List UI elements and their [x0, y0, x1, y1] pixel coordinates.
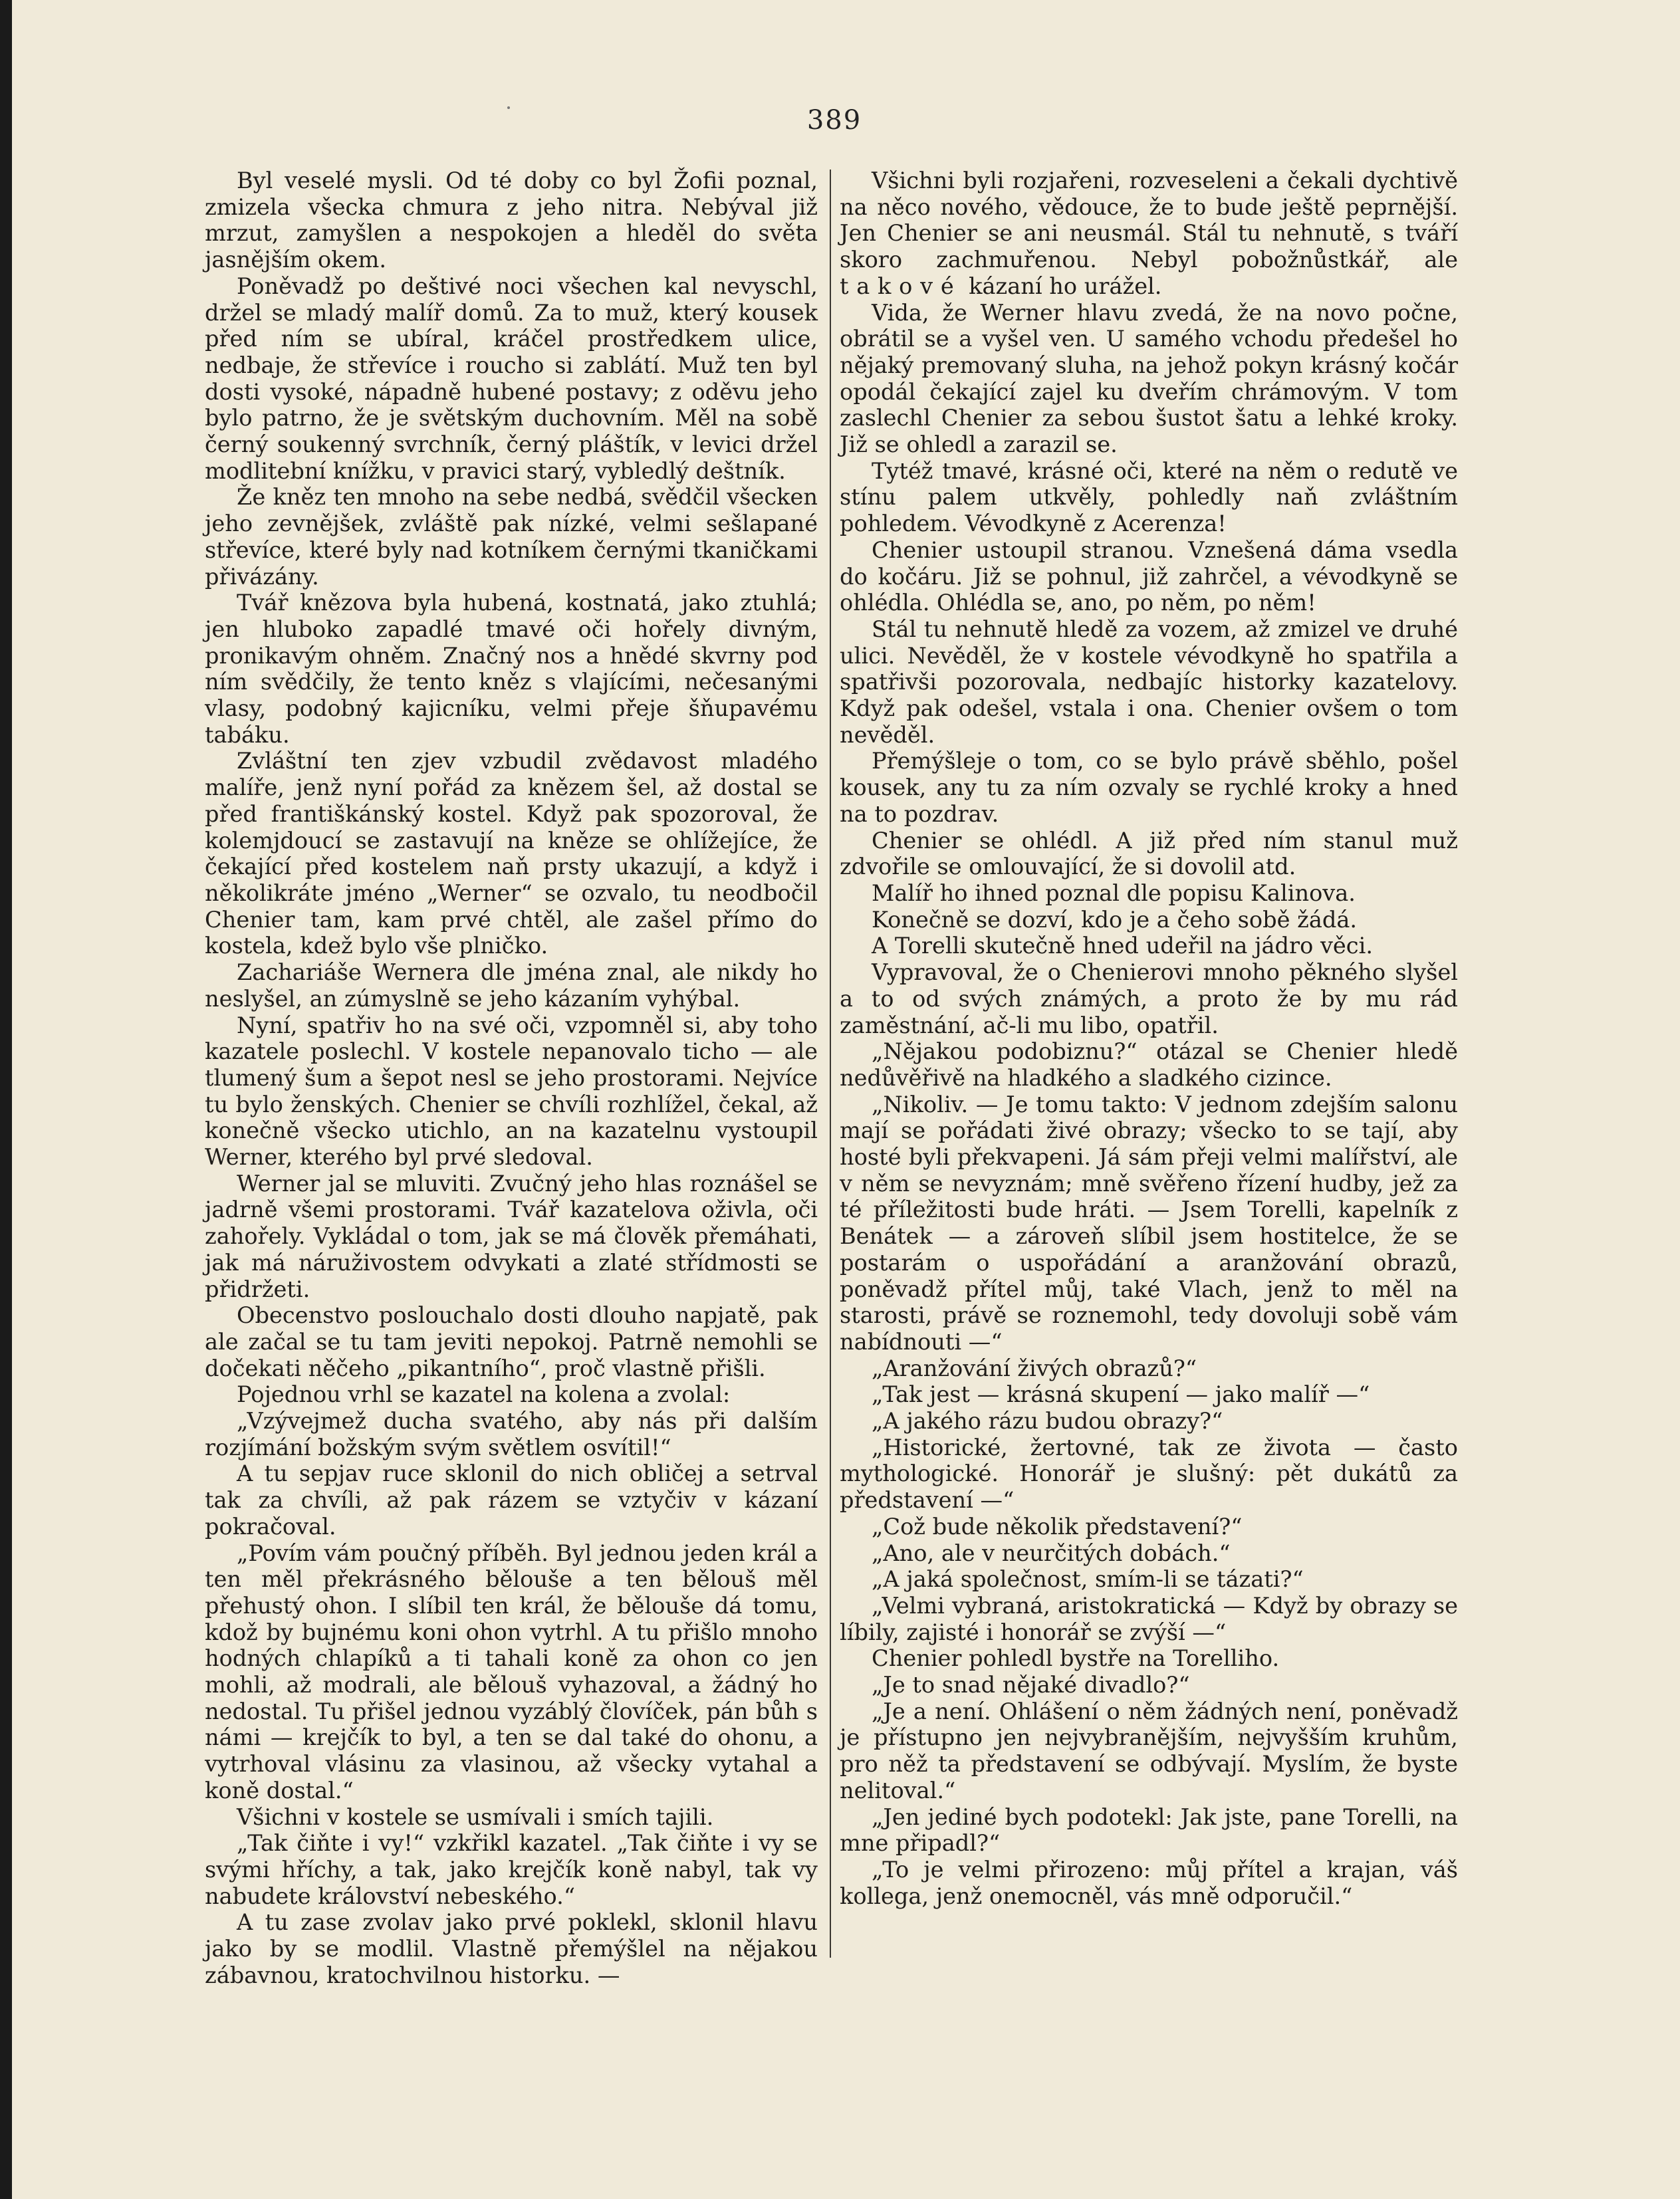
column-divider: [830, 170, 831, 1958]
page-number: 389: [806, 105, 862, 136]
paragraph: Vypravoval, že o Chenierovi mnoho pěkného slyšel a to od svých známých, a proto že by mu rád zaměstnání, ač-li mu libo, opatřil.: [840, 959, 1458, 1038]
paragraph: Konečně se dozví, kdo je a čeho sobě žádá.: [872, 906, 1358, 933]
print-speck: [507, 106, 510, 109]
paragraph: Všichni v kostele se usmívali i smích tajili.: [237, 1803, 714, 1830]
paragraph: Tvář knězova byla hubená, kostnatá, jako ztuhlá; jen hluboko zapadlé tmavé oči hořely divným, pronikavým ohněm. Značný nos a hnědé skvrny pod ním svědčily, že tento kněz s vlajícími, nečesanými vlasy, podobný kajicníku, velmi přeje šňupavému tabáku.: [205, 590, 818, 748]
spaced-emphasis: takové: [840, 273, 962, 299]
paragraph: Obecenstvo poslouchalo dosti dlouho napjatě, pak ale začal se tu tam jeviti nepokoj. Patrně nemohli se dočekati něčeho „pikantního“, proč vlastně přišli.: [205, 1302, 818, 1381]
paragraph-text: Všichni byli rozjařeni, rozveseleni a čekali dychtivě na něco nového, vědouce, že to bude ještě peprnější. Jen Chenier se ani neusmál. Stál tu nehnutě, s tváří skoro zachmuřenou. Nebyl pobožnůstkář, ale: [840, 168, 1458, 273]
paragraph: „Je to snad nějaké divadlo?“: [872, 1672, 1190, 1698]
paragraph: „Je a není. Ohlášení o něm žádných není, poněvadž je přístupno jen nejvybranějším, nejvyšším kruhům, pro něž ta představení se odbývají. Myslím, že byste nelitoval.“: [840, 1698, 1458, 1803]
right-column: [840, 168, 1458, 1909]
paragraph: „Což bude několik představení?“: [872, 1513, 1243, 1540]
left-column: [205, 168, 818, 1989]
paragraph: Chenier ustoupil stranou. Vznešená dáma vsedla do kočáru. Již se pohnul, již zahrčel, a vévodkyně se ohlédla. Ohlédla se, ano, po něm, po něm!: [840, 536, 1458, 616]
paragraph: Poněvadž po deštivé noci všechen kal nevyschl, držel se mladý malíř domů. Za to muž, který kousek před ním se ubíral, kráčel prostředkem ulice, nedbaje, že střevíce i roucho si zablátí. Muž ten byl dosti vysoké, nápadně hubené postavy; z oděvu jeho bylo patrno, že je světským duchovním. Měl na sobě černý soukenný svrchník, černý pláštík, v levici držel modlitební knížku, v pravici starý, vybledlý deštník.: [205, 273, 818, 484]
paragraph: Werner jal se mluviti. Zvučný jeho hlas roznášel se jadrně všemi prostorami. Tvář kazatelova oživla, oči zahořely. Vykládal o tom, jak se má člověk přemáhati, jak má náruživostem odvykati a zlaté střídmosti se přidržeti.: [205, 1170, 818, 1302]
paragraph: „Aranžování živých obrazů?“: [872, 1355, 1197, 1381]
paragraph: Že kněz ten mnoho na sebe nedbá, svědčil všecken jeho zevnějšek, zvláště pak nízké, velmi sešlapané střevíce, které byly nad kotníkem černými tkaničkami přivázány.: [205, 484, 818, 590]
paragraph: Chenier pohledl bystře na Torelliho.: [872, 1645, 1280, 1672]
paragraph: „Ano, ale v neurčitých dobách.“: [872, 1540, 1231, 1566]
paragraph: „A jakého rázu budou obrazy?“: [872, 1408, 1223, 1435]
paragraph: Nyní, spatřiv ho na své oči, vzpomněl si, aby toho kazatele poslechl. V kostele nepanovalo ticho — ale tlumený šum a šepot nesl se jeho prostorami. Nejvíce tu bylo ženských. Chenier se chvíli rozhlížel, čekal, až konečně všecko utichlo, an na kazatelnu vystoupil Werner, kterého byl prvé sledoval.: [205, 1012, 818, 1171]
book-page: [12, 0, 1680, 2199]
paragraph: „To je velmi přirozeno: můj přítel a krajan, váš kollega, jenž onemocněl, vás mně odporučil.“: [840, 1857, 1458, 1909]
paragraph: „Povím vám poučný příběh. Byl jednou jeden král a ten měl překrásného bělouše a ten bělouš měl přehustý ohon. I slíbil ten král, že bělouše dá tomu, kdož by bujnému koni ohon vytrhl. A tu přišlo mnoho hodných chlapíků a ti tahali koně za ohon co jen mohli, až modrali, ale bělouš vyhazoval, a žádný ho nedostal. Tu přišel jednou vyzáblý človíček, pán bůh s námi — krejčík to byl, a ten se dal také do ohonu, a vytrhoval vlásinu za vlasinou, až všecky vytahal a koně dostal.“: [205, 1540, 818, 1803]
paragraph: Malíř ho ihned poznal dle popisu Kalinova.: [872, 879, 1356, 906]
paragraph: Chenier se ohlédl. A již před ním stanul muž zdvořile se omlouvající, že si dovolil atd.: [840, 827, 1458, 880]
paragraph: Vida, že Werner hlavu zvedá, že na novo počne, obrátil se a vyšel ven. U samého vchodu předešel ho nějaký premovaný sluha, na jehož pokyn krásný kočár opodál čekající zajel ku dveřím chrámovým. V tom zaslechl Chenier za sebou šustot šatu a lehké kroky. Již se ohledl a zarazil se.: [840, 299, 1458, 458]
paragraph: „Tak jest — krásná skupení — jako malíř —“: [872, 1381, 1370, 1408]
paragraph: A Torelli skutečně hned udeřil na jádro věci.: [872, 933, 1374, 959]
paragraph: „Historické, žertovné, tak ze života — často mythologické. Honorář je slušný: pět dukátů za představení —“: [840, 1434, 1458, 1514]
paragraph: Přemýšleje o tom, co se bylo právě sběhlo, pošel kousek, any tu za ním ozvaly se rychlé kroky a hned na to pozdrav.: [840, 748, 1458, 827]
paragraph: Zvláštní ten zjev vzbudil zvědavost mladého malíře, jenž nyní pořád za knězem šel, až dostal se před františkánský kostel. Když pak spozoroval, že kolemjdoucí se zastavují na kněze se ohlížejíce, že čekající před kostelem naň prsty ukazují, a když i několikráte jméno „Werner“ se ozvalo, tu neodbočil Chenier tam, kam prvé chtěl, ale zašel přímo do kostela, kdež bylo vše plničko.: [205, 748, 818, 959]
paragraph: A tu zase zvolav jako prvé poklekl, sklonil hlavu jako by se modlil. Vlastně přemýšlel na nějakou zábavnou, kratochvilnou historku. —: [205, 1909, 818, 1988]
paragraph: Stál tu nehnutě hledě za vozem, až zmizel ve druhé ulici. Nevěděl, že v kostele vévodkyně ho spatřila a spatřivši pozorovala, nedbajíc historky kazatelovy. Když pak odešel, vstala i ona. Chenier ovšem o tom nevěděl.: [840, 616, 1458, 748]
paragraph: „Jen jediné bych podotekl: Jak jste, pane Torelli, na mne připadl?“: [840, 1803, 1458, 1857]
paragraph: Pojednou vrhl se kazatel na kolena a zvolal:: [237, 1381, 731, 1408]
paragraph: „Nějakou podobiznu?“ otázal se Chenier hledě nedůvěřivě na hladkého a sladkého cizince.: [840, 1038, 1458, 1091]
paragraph-text: kázaní ho urážel.: [969, 273, 1162, 299]
paragraph: [840, 168, 1458, 300]
paragraph: „Velmi vybraná, aristokratická — Když by obrazy se líbily, zajisté i honorář se zvýší —“: [840, 1592, 1458, 1645]
paragraph: „Tak čiňte i vy!“ vzkřikl kazatel. „Tak čiňte i vy se svými hříchy, a tak, jako krejčík koně nabyl, tak vy nabudete království nebeského.“: [205, 1830, 818, 1909]
paragraph: A tu sepjav ruce sklonil do nich obličej a setrval tak za chvíli, až pak rázem se vztyčiv v kázaní pokračoval.: [205, 1460, 818, 1540]
paragraph: Tytéž tmavé, krásné oči, které na něm o redutě ve stínu palem utkvěly, pohledly naň zvláštním pohledem. Vévodkyně z Acerenza!: [840, 457, 1458, 537]
paragraph: „Nikoliv. — Je tomu takto: V jednom zdejším salonu mají se pořádati živé obrazy; všecko to se tají, aby hosté byli překvapeni. Já sám přeji velmi malířství, ale v něm se nevyznám; mně svěřeno řízení hudby, jež za té příležitosti bude hráti. — Jsem Torelli, kapelník z Benátek — a zároveň slíbil jsem hostitelce, že se postarám o uspořádání a aranžování obrazů, poněvadž přítel můj, také Vlach, jenž to měl na starosti, právě se roznemohl, tedy dovoluji sobě vám nabídnouti —“: [840, 1091, 1458, 1355]
paragraph: Byl veselé mysli. Od té doby co byl Žofii poznal, zmizela všecka chmura z jeho nitra. Nebýval již mrzut, zamyšlen a nespokojen a hleděl do světa jasnějším okem.: [205, 168, 818, 273]
paragraph: Zachariáše Wernera dle jména znal, ale nikdy ho neslyšel, an zúmyslně se jeho kázaním vyhýbal.: [205, 959, 818, 1012]
paragraph: „A jaká společnost, smím-li se tázati?“: [872, 1566, 1304, 1593]
paragraph: „Vzývejmež ducha svatého, aby nás při dalším rozjímání božským svým světlem osvítil!“: [205, 1408, 818, 1460]
